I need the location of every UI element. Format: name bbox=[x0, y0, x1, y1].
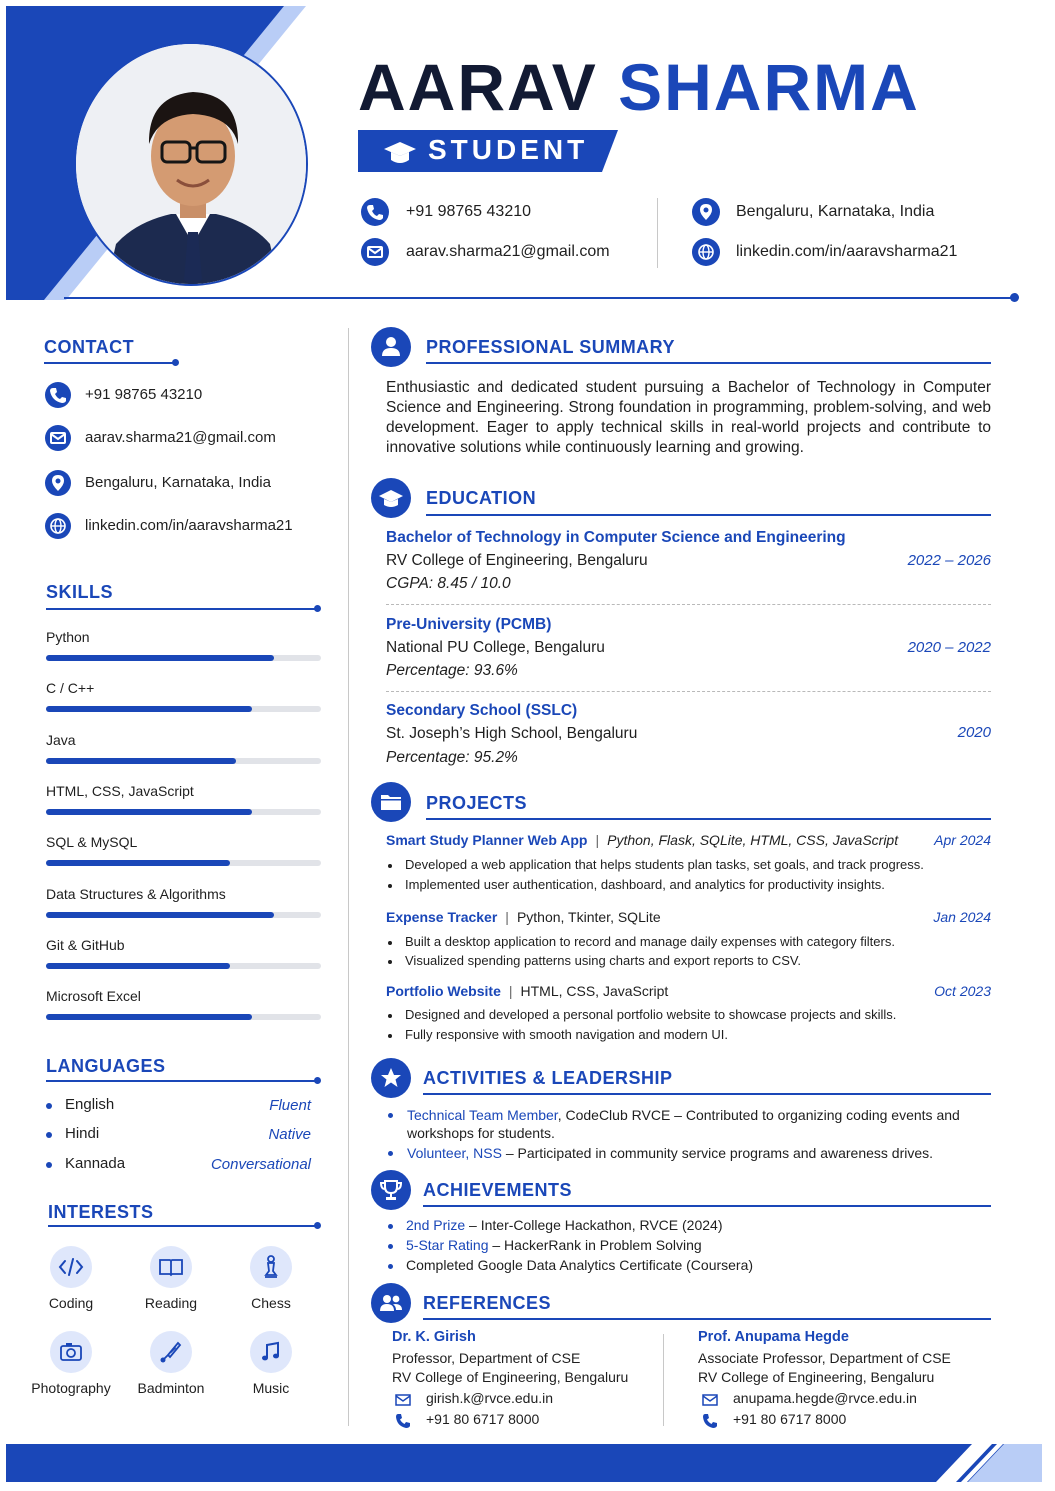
reference-email[interactable]: anupama.hegde@rvce.edu.in bbox=[733, 1390, 917, 1406]
language-name: Kannada bbox=[65, 1155, 126, 1172]
header-rule bbox=[64, 297, 1014, 299]
activities-heading: ACTIVITIES & LEADERSHIP bbox=[423, 1068, 673, 1088]
reference-email[interactable]: girish.k@rvce.edu.in bbox=[426, 1390, 554, 1406]
interests-rule-dot bbox=[314, 1222, 321, 1229]
skill-name: SQL & MySQL bbox=[46, 834, 138, 850]
project-title: Expense Tracker bbox=[386, 909, 498, 925]
list-item: 5-Star Rating – HackerRank in Problem Solving bbox=[386, 1237, 702, 1253]
people-icon bbox=[371, 1283, 411, 1323]
list-item: 2nd Prize – Inter-College Hackathon, RVCE (2024) bbox=[386, 1217, 722, 1233]
skill-bar-track bbox=[46, 758, 321, 764]
skill-bar-track bbox=[46, 655, 321, 661]
reference-org: RV College of Engineering, Bengaluru bbox=[392, 1369, 629, 1385]
project-header bbox=[386, 832, 898, 848]
contact-rule-dot bbox=[172, 359, 179, 366]
skill-bar-track bbox=[46, 963, 321, 969]
folder-icon bbox=[371, 782, 411, 822]
skill-name: HTML, CSS, JavaScript bbox=[46, 783, 194, 799]
project-date: Oct 2023 bbox=[934, 983, 991, 999]
list-bullet bbox=[388, 1113, 393, 1118]
reference-title: Associate Professor, Department of CSE bbox=[698, 1350, 951, 1366]
projects-rule bbox=[426, 818, 991, 820]
phone-icon bbox=[361, 198, 389, 226]
email-icon bbox=[702, 1392, 718, 1408]
skills-rule-dot bbox=[314, 605, 321, 612]
skill-bar-fill bbox=[46, 1014, 252, 1020]
skill-bar-track bbox=[46, 706, 321, 712]
user-icon bbox=[371, 327, 411, 367]
interests-heading: INTERESTS bbox=[48, 1202, 154, 1222]
project-header bbox=[386, 983, 668, 999]
skill-bar-fill bbox=[46, 706, 252, 712]
languages-rule bbox=[46, 1080, 318, 1082]
project-tech: Python, Tkinter, SQLite bbox=[516, 909, 661, 925]
contact-linkedin[interactable]: linkedin.com/in/aaravsharma21 bbox=[85, 517, 293, 534]
reference-phone: +91 80 6717 8000 bbox=[426, 1411, 540, 1427]
email-icon bbox=[361, 238, 389, 266]
list-item: Technical Team Member, CodeClub RVCE – Contributed to organizing coding events and workshops for students. bbox=[386, 1106, 976, 1142]
education-rule bbox=[426, 514, 991, 516]
education-score: Percentage: 95.2% bbox=[386, 749, 518, 766]
education-institution: National PU College, Bengaluru bbox=[386, 639, 605, 656]
list-bullet bbox=[46, 1162, 52, 1168]
skill-bar-fill bbox=[46, 860, 230, 866]
list-bullet bbox=[388, 1244, 393, 1249]
list-bullet bbox=[388, 1151, 393, 1156]
reference-name: Dr. K. Girish bbox=[392, 1329, 476, 1345]
languages-rule-dot bbox=[314, 1077, 321, 1084]
header-email[interactable]: aarav.sharma21@gmail.com bbox=[406, 243, 610, 260]
education-dates: 2020 – 2022 bbox=[907, 639, 991, 656]
interest-label: Photography bbox=[31, 1380, 111, 1396]
skill-bar-fill bbox=[46, 963, 230, 969]
contact-location: Bengaluru, Karnataka, India bbox=[85, 474, 271, 491]
list-item: Developed a web application that helps students plan tasks, set goals, and track progress. bbox=[386, 857, 924, 872]
language-level: Fluent bbox=[269, 1097, 311, 1114]
graduation-cap-icon bbox=[371, 478, 411, 518]
star-icon bbox=[371, 1058, 411, 1098]
skill-bar-track bbox=[46, 1014, 321, 1020]
candidate-name bbox=[358, 50, 920, 124]
location-icon bbox=[45, 470, 71, 496]
camera-icon bbox=[50, 1331, 92, 1373]
contact-rule bbox=[44, 362, 175, 364]
skill-bar-track bbox=[46, 809, 321, 815]
list-item: Built a desktop application to record and manage daily expenses with category filters. bbox=[386, 934, 895, 949]
skill-bar-fill bbox=[46, 655, 274, 661]
reference-divider bbox=[663, 1334, 664, 1426]
education-degree: Secondary School (SSLC) bbox=[386, 702, 578, 719]
language-level: Native bbox=[268, 1126, 311, 1143]
interest-label: Reading bbox=[144, 1295, 198, 1311]
project-title: Smart Study Planner Web App bbox=[386, 832, 588, 848]
header-location: Bengaluru, Karnataka, India bbox=[736, 203, 935, 220]
skill-bar-fill bbox=[46, 758, 236, 764]
divider bbox=[386, 604, 991, 605]
education-degree: Bachelor of Technology in Computer Science and Engineering bbox=[386, 529, 846, 546]
education-dates: 2022 – 2026 bbox=[907, 552, 991, 569]
education-institution: RV College of Engineering, Bengaluru bbox=[386, 552, 648, 569]
email-icon bbox=[395, 1392, 411, 1408]
separator: | bbox=[508, 983, 513, 999]
interest-label: Chess bbox=[251, 1295, 291, 1311]
contact-heading: CONTACT bbox=[44, 337, 135, 357]
summary-text: Enthusiastic and dedicated student pursuing a Bachelor of Technology in Computer Science and Engineering. Strong foundation in programming, problem-solving, and web development. Eager to apply technical skills in real-world projects and contribute to innovative solutions while continuously learning and growing. bbox=[386, 379, 991, 456]
projects-heading: PROJECTS bbox=[426, 793, 528, 813]
activities-rule bbox=[423, 1093, 991, 1095]
references-rule bbox=[423, 1318, 991, 1320]
globe-icon bbox=[45, 513, 71, 539]
globe-icon bbox=[692, 238, 720, 266]
education-institution: St. Joseph’s High School, Bengaluru bbox=[386, 725, 638, 742]
language-name: English bbox=[65, 1096, 115, 1113]
last-name: SHARMA bbox=[618, 50, 920, 124]
skill-name: Python bbox=[46, 629, 90, 645]
role-title: STUDENT bbox=[428, 134, 589, 165]
skill-bar-fill bbox=[46, 809, 252, 815]
project-title: Portfolio Website bbox=[386, 983, 501, 999]
skill-name: Data Structures & Algorithms bbox=[46, 886, 226, 902]
references-heading: REFERENCES bbox=[423, 1293, 552, 1313]
trophy-icon bbox=[371, 1170, 411, 1210]
languages-heading: LANGUAGES bbox=[46, 1056, 166, 1076]
project-tech: HTML, CSS, JavaScript bbox=[520, 983, 669, 999]
education-degree: Pre-University (PCMB) bbox=[386, 616, 552, 633]
education-score: Percentage: 93.6% bbox=[386, 662, 518, 679]
skill-name: C / C++ bbox=[46, 680, 95, 696]
header-divider bbox=[657, 198, 658, 268]
profile-photo bbox=[74, 42, 308, 286]
project-tech: Python, Flask, SQLite, HTML, CSS, JavaScript bbox=[607, 832, 899, 848]
list-bullet bbox=[46, 1132, 52, 1138]
list-item: Implemented user authentication, dashboard, and analytics for productivity insights. bbox=[386, 877, 885, 892]
location-icon bbox=[692, 198, 720, 226]
list-bullet bbox=[388, 1224, 393, 1229]
phone-icon bbox=[395, 1413, 411, 1429]
header-phone: +91 98765 43210 bbox=[406, 203, 532, 220]
language-name: Hindi bbox=[65, 1125, 100, 1142]
list-item: Volunteer, NSS – Participated in community service programs and awareness drives. bbox=[386, 1144, 986, 1162]
book-icon bbox=[150, 1246, 192, 1288]
skills-rule bbox=[46, 608, 318, 610]
header-rule-dot bbox=[1010, 293, 1019, 302]
interest-label: Coding bbox=[48, 1295, 94, 1311]
separator: | bbox=[595, 832, 600, 848]
music-icon bbox=[250, 1331, 292, 1373]
list-item: Designed and developed a personal portfolio website to showcase projects and skills. bbox=[386, 1007, 896, 1022]
achievements-rule bbox=[423, 1205, 991, 1207]
skill-name: Microsoft Excel bbox=[46, 988, 141, 1004]
summary-rule bbox=[426, 362, 991, 364]
skill-bar-track bbox=[46, 860, 321, 866]
divider bbox=[386, 691, 991, 692]
phone-icon bbox=[45, 382, 71, 408]
column-divider bbox=[348, 328, 349, 1426]
footer-band bbox=[6, 1444, 1042, 1482]
phone-icon bbox=[702, 1413, 718, 1429]
project-header bbox=[386, 909, 661, 925]
education-score: CGPA: 8.45 / 10.0 bbox=[386, 575, 511, 592]
first-name: AARAV bbox=[358, 50, 598, 124]
contact-phone: +91 98765 43210 bbox=[85, 386, 203, 403]
header-linkedin[interactable]: linkedin.com/in/aaravsharma21 bbox=[736, 243, 958, 260]
list-item: Visualized spending patterns using charts and export reports to CSV. bbox=[386, 953, 801, 968]
language-level: Conversational bbox=[210, 1156, 311, 1173]
education-heading: EDUCATION bbox=[426, 488, 537, 508]
summary-heading: PROFESSIONAL SUMMARY bbox=[426, 337, 676, 357]
skill-bar-fill bbox=[46, 912, 274, 918]
interest-label: Badminton bbox=[137, 1380, 205, 1396]
skills-heading: SKILLS bbox=[46, 582, 114, 602]
interests-rule bbox=[48, 1225, 318, 1227]
interest-label: Music bbox=[252, 1380, 290, 1396]
project-date: Apr 2024 bbox=[934, 832, 991, 848]
reference-title: Professor, Department of CSE bbox=[392, 1350, 581, 1366]
project-date: Jan 2024 bbox=[933, 909, 991, 925]
skill-name: Git & GitHub bbox=[46, 937, 125, 953]
reference-name: Prof. Anupama Hegde bbox=[698, 1329, 849, 1345]
list-bullet bbox=[46, 1103, 52, 1109]
skill-bar-track bbox=[46, 912, 321, 918]
list-item: Completed Google Data Analytics Certificate (Coursera) bbox=[386, 1257, 753, 1273]
reference-org: RV College of Engineering, Bengaluru bbox=[698, 1369, 935, 1385]
education-dates: 2020 bbox=[957, 724, 991, 741]
code-icon bbox=[50, 1246, 92, 1288]
shuttlecock-icon bbox=[150, 1331, 192, 1373]
chess-icon bbox=[250, 1246, 292, 1288]
list-item: Fully responsive with smooth navigation and modern UI. bbox=[386, 1027, 728, 1042]
skill-name: Java bbox=[46, 732, 76, 748]
list-bullet bbox=[388, 1264, 393, 1269]
achievements-heading: ACHIEVEMENTS bbox=[423, 1180, 573, 1200]
email-icon bbox=[45, 425, 71, 451]
reference-phone: +91 80 6717 8000 bbox=[733, 1411, 847, 1427]
separator: | bbox=[505, 909, 509, 925]
contact-email[interactable]: aarav.sharma21@gmail.com bbox=[85, 429, 276, 446]
